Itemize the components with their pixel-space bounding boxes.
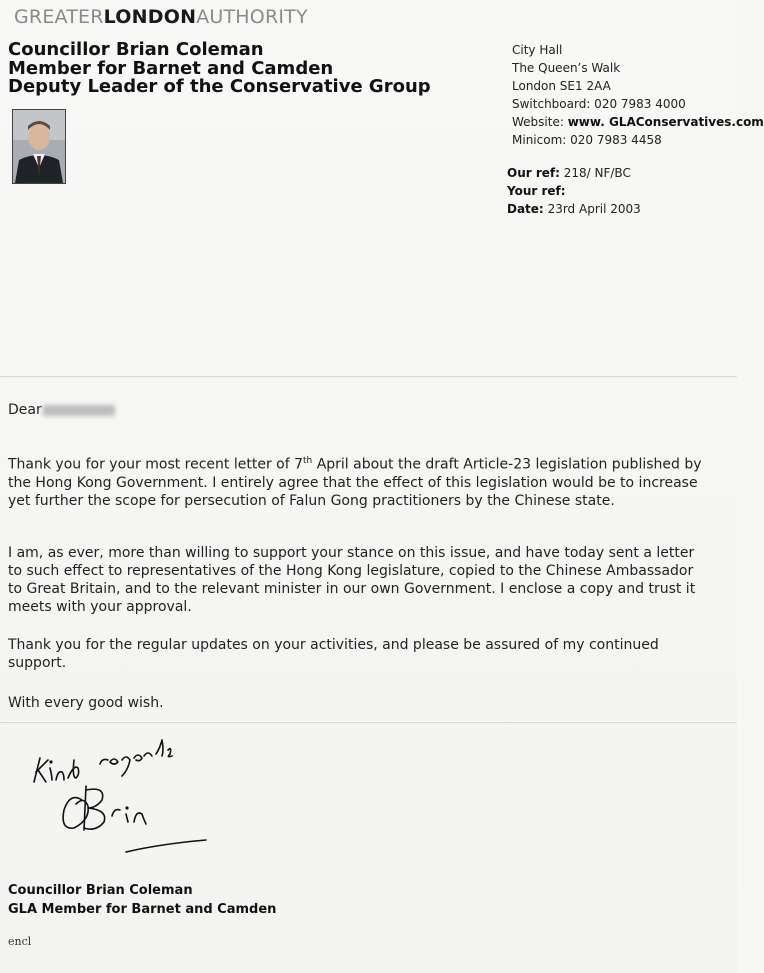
switchboard: Switchboard: 020 7983 4000 xyxy=(512,97,686,111)
paragraph-2: I am, as ever, more than willing to support your stance on this issue, and have today sent a letter to such effect to representatives of the Hong Kong legislature, copied to the Chinese Ambassador to Great Britain, and to the relevant minister in our own Government. I enclose a copy and trust it meets with your approval. xyxy=(8,545,696,615)
minicom: Minicom: 020 7983 4458 xyxy=(512,133,662,147)
address-line: The Queen’s Walk xyxy=(512,61,621,75)
signatory-name: Councillor Brian Coleman xyxy=(8,883,193,898)
website: Website: www. GLAConservatives.com xyxy=(512,115,764,129)
our-ref: Our ref: 218/ NF/BC xyxy=(507,166,631,180)
address-line: City Hall xyxy=(512,43,563,57)
handwritten-signature xyxy=(30,720,230,874)
header-group: Deputy Leader of the Conservative Group xyxy=(8,76,431,97)
paper-fold xyxy=(0,376,737,377)
signatory-title: GLA Member for Barnet and Camden xyxy=(8,902,277,917)
closing: With every good wish. xyxy=(8,695,164,711)
header-role: Member for Barnet and Camden xyxy=(8,58,334,79)
paragraph-3: Thank you for the regular updates on your activities, and please be assured of my continued support. xyxy=(8,637,659,671)
letter-date: Date: 23rd April 2003 xyxy=(507,202,641,216)
address-line: London SE1 2AA xyxy=(512,79,611,93)
header-name: Councillor Brian Coleman xyxy=(8,39,264,60)
councillor-photo xyxy=(12,109,66,184)
your-ref: Your ref: xyxy=(507,184,566,198)
enclosure-note: encl xyxy=(8,935,32,948)
redacted-name xyxy=(43,405,115,416)
paragraph-1: Thank you for your most recent letter of 7th April about the draft Article-23 legislation published by the Hong Kong Government. I entirely agree that the effect of this legislation would be to increase yet further the scope for persecution of Falun Gong practitioners by the Chinese state. xyxy=(8,456,702,509)
salutation: Dear xyxy=(8,401,708,419)
gla-logo: GREATERLONDONAUTHORITY xyxy=(14,6,308,28)
